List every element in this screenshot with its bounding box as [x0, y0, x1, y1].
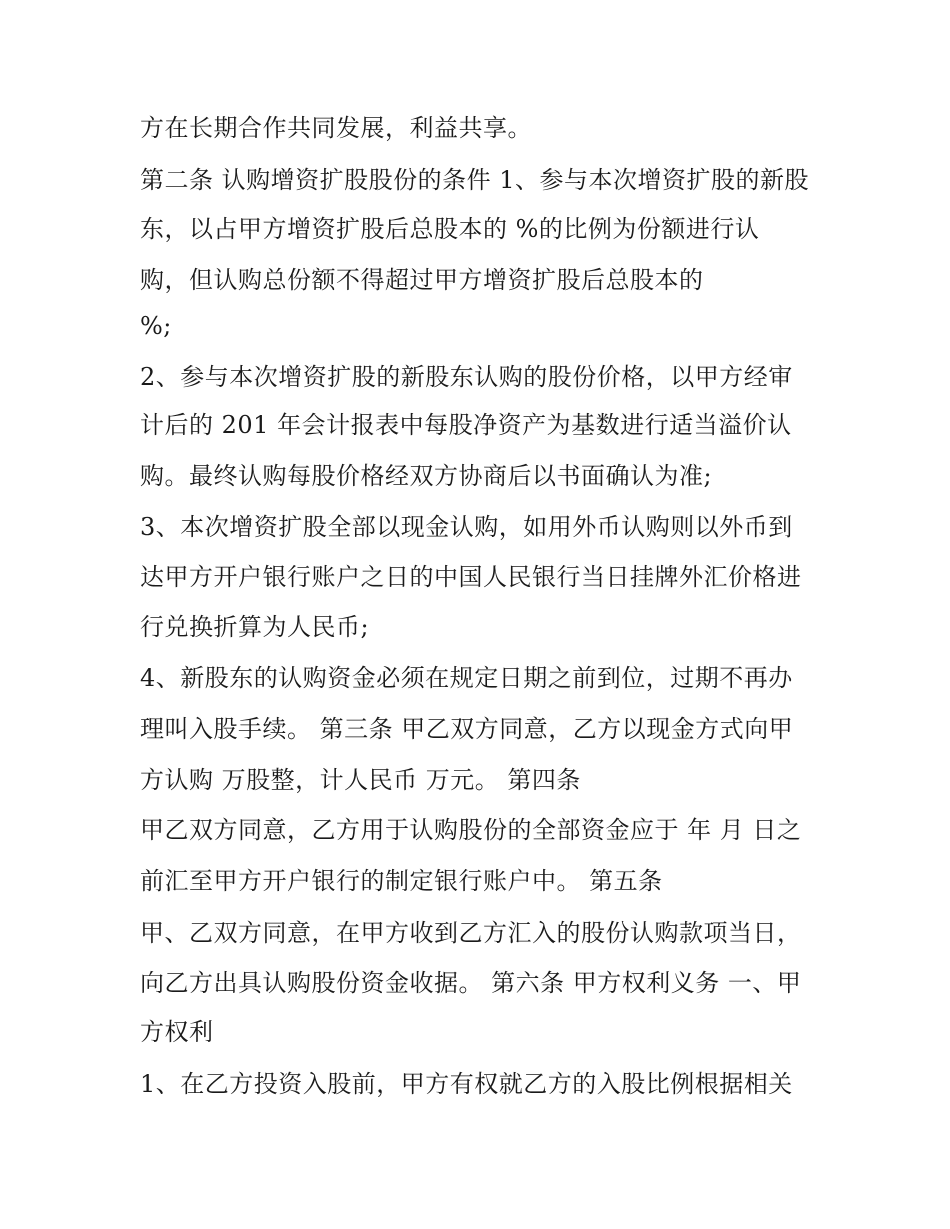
text-line: 行兑换折算为人民币; [140, 613, 370, 641]
text-line: 前汇至甲方开户银行的制定银行账户中。 第五条 [140, 867, 663, 895]
text-line: 方认购 万股整，计人民币 万元。 第四条 [140, 766, 581, 794]
text-line: 东，以占甲方增资扩股后总股本的 %的比例为份额进行认 [140, 215, 760, 243]
text-line: 计后的 201 年会计报表中每股净资产为基数进行适当溢价认 [140, 411, 792, 439]
text-line: 方在长期合作共同发展，利益共享。 [140, 114, 532, 142]
text-line: 购。最终认购每股价格经双方协商后以书面确认为准; [140, 462, 713, 490]
text-line: 3、本次增资扩股全部以现金认购，如用外币认购则以外币到 [140, 513, 793, 541]
text-line: 向乙方出具认购股份资金收据。 第六条 甲方权利义务 一、甲 [140, 969, 802, 997]
text-line: %; [140, 312, 172, 340]
text-line: 甲、乙双方同意，在甲方收到乙方汇入的股份认购款项当日， [140, 919, 802, 947]
text-line: 方权利 [140, 1018, 214, 1046]
text-line: 4、新股东的认购资金必须在规定日期之前到位，过期不再办 [140, 664, 793, 692]
text-line: 理叫入股手续。 第三条 甲乙双方同意，乙方以现金方式向甲 [140, 715, 794, 743]
text-line: 第二条 认购增资扩股股份的条件 1、参与本次增资扩股的新股 [140, 166, 810, 194]
text-line: 甲乙双方同意，乙方用于认购股份的全部资金应于 年 月 日之 [140, 816, 802, 844]
text-line: 1、在乙方投资入股前，甲方有权就乙方的入股比例根据相关 [140, 1070, 793, 1098]
text-line: 达甲方开户银行账户之日的中国人民银行当日挂牌外汇价格进 [140, 563, 802, 591]
text-line: 购，但认购总份额不得超过甲方增资扩股后总股本的 [140, 266, 704, 294]
text-line: 2、参与本次增资扩股的新股东认购的股份价格，以甲方经审 [140, 363, 793, 391]
